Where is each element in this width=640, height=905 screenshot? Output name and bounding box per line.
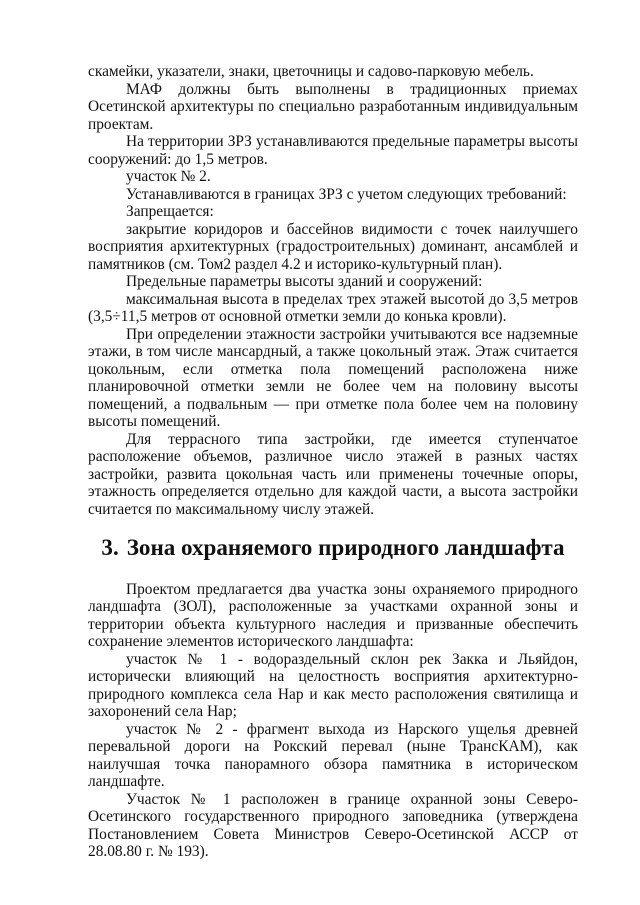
paragraph: Предельные параметры высоты зданий и сооружений: [126,273,483,290]
paragraph: скамейки, указатели, знаки, цветочницы и садово-парковую мебель. [88,63,534,80]
paragraph: Запрещается: [126,203,214,220]
paragraph: При определении этажности застройки учитываются все надземные этажи, в том числе мансардный, а также цокольный этаж. Этаж считается цокольным, если отметка пола помещений расположена ниже планировочной отметки земли не более чем на половину высоты помещений, а подвальным — при отметке пола более чем на половину высоты помещений. [88,325,578,430]
paragraphs-bottom [88,581,578,861]
paragraph: Проектом предлагается два участка зоны охраняемого природного ландшафта (ЗОЛ), расположенные за участками охранной зоны и территории объекта культурного наследия и призванные обеспечить сохранение элементов исторического ландшафта: [88,580,578,650]
paragraph: МАФ должны быть выполнены в традиционных приемах Осетинской архитектуры по специально разработанным индивидуальным проектам. [88,80,578,133]
paragraphs-top [88,63,578,518]
section-heading [88,534,578,560]
paragraph: Участок № 1 расположен в границе охранной зоны Северо-Осетинского государственного природного заповедника (утверждена Постановлением Совета Министров Северо-Осетинской АССР от 28.08.80 г. № 193). [88,790,578,860]
paragraph: участок № 1 - водораздельный склон рек Закка и Льяйдон, исторически влияющий на целостность восприятия архитектурно-природного комплекса села Нар и как место расположения святилища и захоронений села Нар; [88,650,578,720]
paragraph: участок № 2 - фрагмент выхода из Нарского ущелья древней перевальной дороги на Рокский перевал (ныне ТрансКАМ), как наилучшая точка панорамного обзора памятника в историческом ландшафте. [88,720,578,790]
paragraph: участок № 2. [126,168,211,185]
paragraph: Устанавливаются в границах ЗРЗ с учетом следующих требований: [126,185,567,203]
paragraph: максимальная высота в пределах трех этажей высотой до 3,5 метров (3,5÷11,5 метров от основной отметки земли до конька кровли). [88,290,578,325]
section-title: Зона охраняемого природного ландшафта [126,534,565,560]
paragraph: Для террасного типа застройки, где имеется ступенчатое расположение объемов, различное число этажей в разных частях застройки, развита цокольная часть или применены точечные опоры, этажность определяется отдельно для каждой части, а высота застройки считается по максимальному числу этажей. [88,430,578,518]
paragraph: На территории ЗРЗ устанавливаются предельные параметры высоты сооружений: до 1,5 метров. [88,133,578,168]
document-body [88,63,578,861]
paragraph: закрытие коридоров и бассейнов видимости с точек наилучшего восприятия архитектурных (градостроительных) доминант, ансамблей и памятников (см. Том2 раздел 4.2 и историко-культурный план). [88,220,578,273]
section-number: 3. [101,534,119,560]
